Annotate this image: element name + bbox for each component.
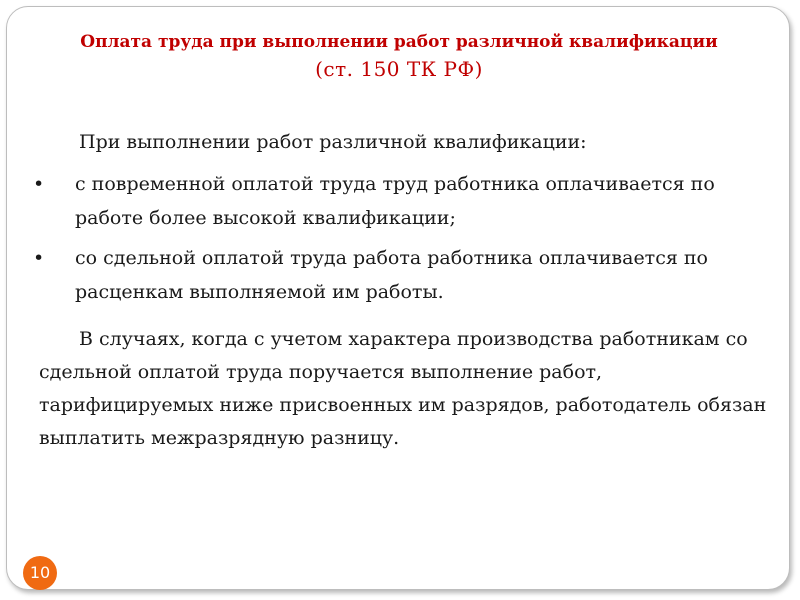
- bullet-icon: •: [33, 247, 45, 269]
- bullet-item-piecework: [31, 241, 771, 309]
- bullet-text: со сдельной оплатой труда работа работника оплачивается по расценкам выполняемой им работы.: [75, 247, 708, 303]
- closing-paragraph: В случаях, когда с учетом характера производства работникам со сдельной оплатой труда поручается выполнение работ, тарифицируемых ниже присвоенных им разрядов, работодатель обязан выплатить межразрядную разницу.: [39, 328, 767, 449]
- slide: [6, 6, 790, 590]
- bullet-icon: •: [33, 173, 45, 195]
- title-main: Оплата труда при выполнении работ различной квалификации: [80, 32, 718, 52]
- page-number-badge: 10: [23, 556, 57, 590]
- slide-title: [7, 29, 791, 83]
- title-article-ref: (ст. 150 ТК РФ): [315, 57, 483, 81]
- bullet-item-hourly: [31, 167, 771, 235]
- bullet-text: с повременной оплатой труда труд работника оплачивается по работе более высокой квалификации;: [75, 173, 715, 229]
- intro-text: При выполнении работ различной квалификации:: [79, 131, 587, 153]
- bullet-list: [31, 167, 771, 315]
